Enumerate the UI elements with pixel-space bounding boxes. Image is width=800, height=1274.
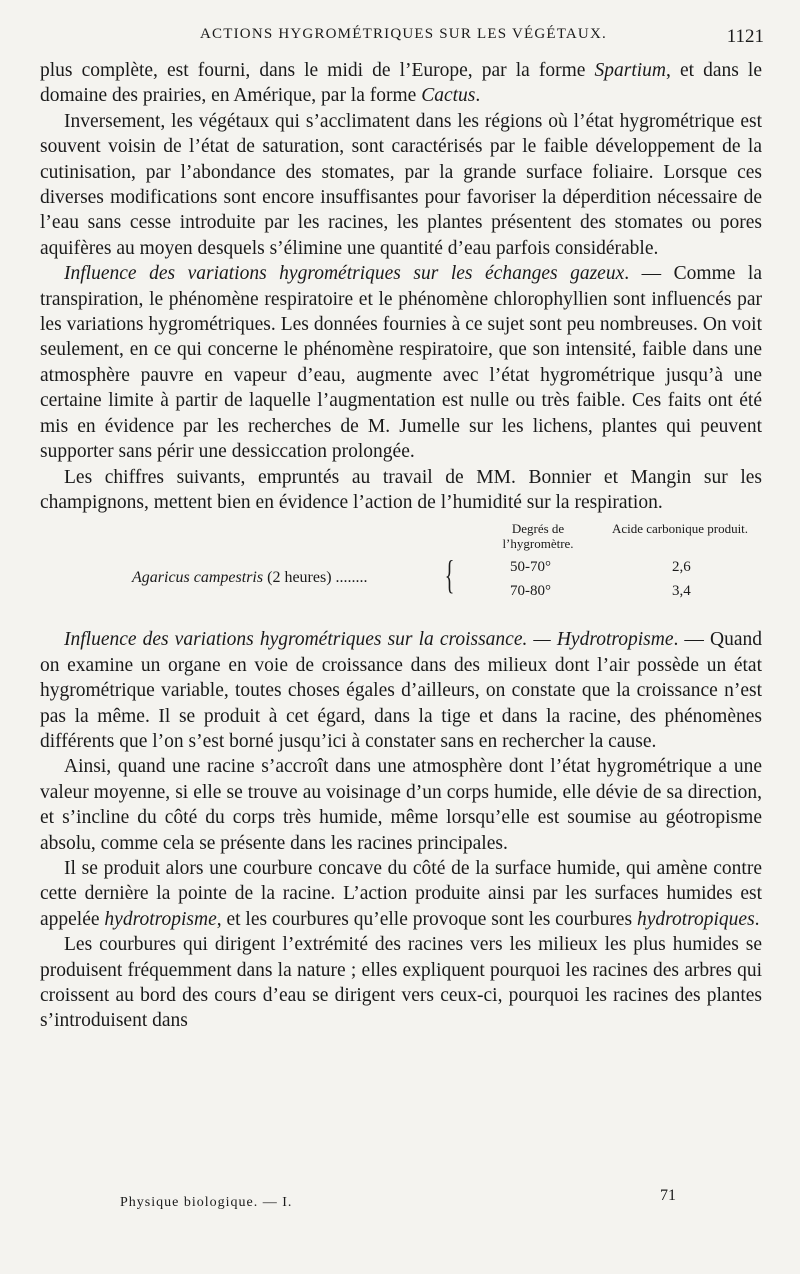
paragraphs-after-table: [40, 627, 762, 1034]
page-number: 1121: [726, 26, 764, 47]
text-run: Les chiffres suivants, empruntés au travail de MM. Bonnier et Mangin sur les champignons, mettent bien en évidence l’action de l’humidité sur la respiration.: [40, 466, 762, 513]
text-run: Il se produit alors une courbure concave du côté de la surface humide, qui amène contre cette dernière la pointe de la racine. L’action produite ainsi par les surfaces humides est appelée: [40, 857, 762, 930]
italic-run: Influence des variations hygrométriques sur la croissance. — Hydrotropisme: [64, 629, 674, 651]
text-run: .: [475, 85, 481, 107]
row-duration: (2 heures) ........: [263, 569, 368, 587]
signature-mark: 71: [660, 1187, 676, 1204]
paragraph: [40, 109, 762, 261]
acid-cell: 3,4: [672, 583, 691, 600]
footer-title: Physique biologique. — I.: [120, 1195, 293, 1210]
acid-cell: 2,6: [672, 559, 691, 576]
text-run: .: [754, 908, 760, 930]
paragraph: [40, 261, 762, 464]
running-title: ACTIONS HYGROMÉTRIQUES SUR LES VÉGÉTAUX.: [200, 26, 607, 42]
text-run: . — Quand on examine un organe en voie de croissance dans des milieux dont l’air possède un état hygrométrique variable, toutes choses égales d’ailleurs, on constate que la croissance n’est pas la même. Il se produit à cet égard, dans la tige et dans la racine, des phénomènes différents que l’on s’est borné jusqu’ici à constater sans en rechercher la cause.: [40, 629, 762, 752]
degrees-cell: 50-70°: [510, 559, 551, 576]
text-run: Les courbures qui dirigent l’extrémité des racines vers les milieux les plus humides se produisent fréquemment dans la nature ; elles expliquent pourquoi les racines des arbres qui croissent au bord des cours d’eau se dirigent vers ceux-ci, pourquoi les racines des plantes s’introduisent dans: [40, 934, 762, 1032]
brace: {: [444, 552, 455, 598]
italic-run: Spartium: [594, 60, 667, 81]
page-footer: [40, 1187, 764, 1219]
row-label: [132, 565, 368, 590]
italic-run: Influence des variations hygrométriques sur les échanges gazeux: [64, 263, 625, 285]
text-run: Inversement, les végétaux qui s’acclimatent dans les régions où l’état hygrométrique est souvent voisin de l’état de saturation, sont caractérisés par le faible développement de la cutinisation, par l’abondance des stomates, par la grande surface foliaire. Lorsque ces diverses modifications sont encore insuffisantes pour favoriser la déperdition nécessaire de l’eau sans cesse introduite par les racines, les plantes présentent des stomates ou pores aquifères au moyen desquels s’élimine une quantité d’eau parfois considérable.: [40, 110, 762, 259]
column-header-degrees: Degrés de l’hygromètre.: [502, 521, 574, 552]
paragraph: [40, 754, 762, 856]
paragraph: [40, 856, 762, 932]
species-name: Agaricus campestris: [132, 569, 264, 587]
text-run: . — Comme la transpiration, le phénomène respiratoire et le phénomène chlorophyllien sont influencés par les variations hygrométriques. Les données fournies à ce sujet sont peu nombreuses. On voit seulement, en ce qui concerne le phénomène respiratoire, que son intensité, faible dans une atmosphère pauvre en vapeur d’eau, augmente avec l’état hygrométrique jusqu’à une certaine limite à partir de laquelle l’augmentation est nulle ou très faible. Ces faits ont été mis en évidence par les recherches de M. Jumelle sur les lichens, plantes qui peuvent supporter sans périr une dessiccation prolongée.: [40, 263, 762, 463]
text-run: , et les courbures qu’elle provoque sont les courbures: [216, 908, 637, 930]
italic-run: hydrotropiques: [636, 908, 755, 930]
degrees-cell: 70-80°: [510, 583, 551, 600]
respiration-table: [40, 521, 762, 613]
paragraph: [40, 465, 762, 516]
page-header: [40, 26, 764, 52]
text-run: , et dans le domaine des prairies, en Amérique, par la forme: [40, 60, 762, 107]
italic-run: Cactus: [421, 85, 476, 107]
paragraph: [40, 627, 762, 754]
body-text: [40, 58, 762, 1034]
text-run: Ainsi, quand une racine s’accroît dans une atmosphère dont l’état hygrométrique a une valeur moyenne, si elle se trouve au voisinage d’un corps humide, elle dévie de sa direction, et s’incline du côté du corps très humide, même lorsqu’elle est soumise au géotropisme absolu, comme cela se présente dans les racines principales.: [40, 756, 762, 854]
paragraph: [40, 932, 762, 1034]
paragraph: [40, 58, 762, 109]
text-run: plus complète, est fourni, dans le midi de l’Europe, par la forme: [40, 60, 595, 81]
italic-run: hydrotropisme: [104, 908, 217, 930]
paragraphs-before-table: [40, 58, 762, 515]
column-header-acid: Acide carbonique produit.: [611, 521, 749, 537]
